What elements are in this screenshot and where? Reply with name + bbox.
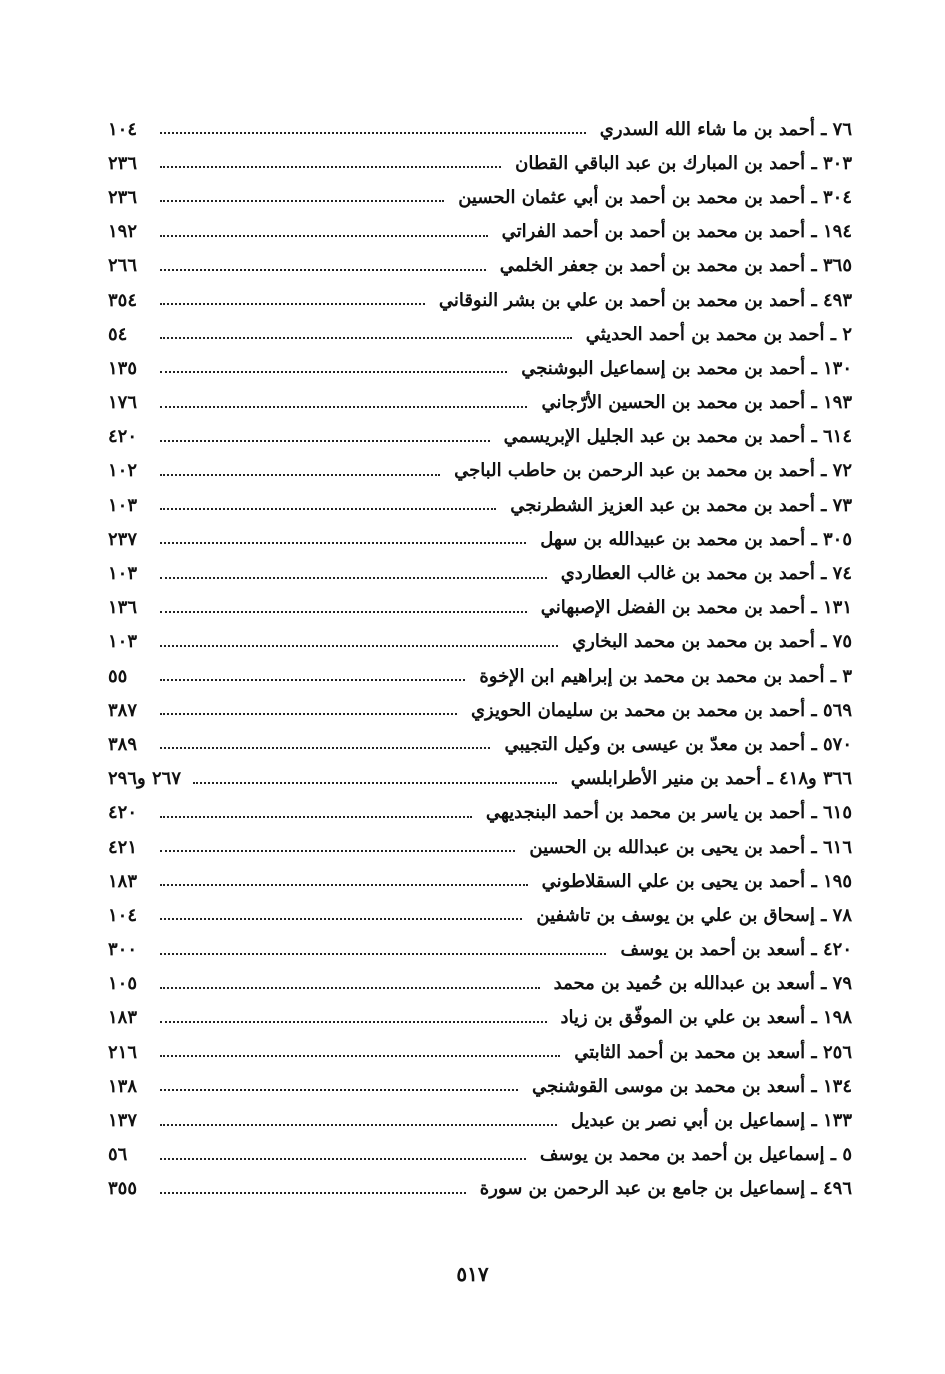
entry-page-ref: ٢٣٦ [108, 186, 138, 208]
entry-page-ref: ٥٤ [108, 323, 128, 345]
entry-name: ٧٦ ـ أحمد بن ما شاء الله السدري [599, 118, 852, 140]
entry-name: ٣٠٣ ـ أحمد بن المبارك بن عبد الباقي القطان [515, 152, 852, 174]
entry-name: ٧٩ ـ أسعد بن عبدالله بن حُميد بن محمد [553, 973, 852, 995]
index-entry [108, 215, 852, 249]
dot-leader [160, 406, 527, 408]
dot-leader [160, 1192, 466, 1194]
index-entry [108, 1138, 852, 1172]
index-entry [108, 1069, 852, 1103]
entry-name: ٧٣ ـ أحمد بن محمد بن عبد العزيز الشطرنجي [510, 494, 852, 516]
entry-name: ٢ ـ أحمد بن محمد بن أحمد الحديثي [585, 323, 852, 345]
entry-page-ref: ٣٥٤ [108, 289, 138, 311]
entry-name: ١٣٣ ـ إسماعيل بن أبي نصر بن عبديل [570, 1110, 852, 1132]
entry-name: ٧٥ ـ أحمد بن محمد بن محمد البخاري [572, 631, 852, 653]
dot-leader [160, 235, 488, 237]
dot-leader [160, 953, 606, 955]
entry-page-ref: ٢٦٧ و٢٩٦ [108, 768, 181, 790]
entry-name: ٣ ـ أحمد بن محمد بن محمد بن إبراهيم ابن الإخوة [479, 665, 852, 687]
index-entry [108, 933, 852, 967]
entry-name: ١٩٤ ـ أحمد بن محمد بن أحمد بن أحمد الفراتي [501, 221, 852, 243]
index-entry [108, 556, 852, 590]
entry-name: ٣٦٥ ـ أحمد بن محمد بن أحمد بن جعفر الخلمي [499, 255, 852, 277]
dot-leader [160, 303, 425, 305]
index-entry [108, 796, 852, 830]
dot-leader [160, 713, 457, 715]
dot-leader [160, 1021, 547, 1023]
index-entry [108, 625, 852, 659]
entry-page-ref: ٢٣٧ [108, 528, 138, 550]
dot-leader [160, 1055, 560, 1057]
dot-leader [160, 371, 507, 373]
entry-page-ref: ١٨٣ [108, 870, 138, 892]
dot-leader [193, 782, 557, 784]
dot-leader [160, 1089, 518, 1091]
index-entry [108, 591, 852, 625]
dot-leader [160, 440, 490, 442]
entry-page-ref: ١٩٢ [108, 221, 138, 243]
entry-name: ٥ ـ إسماعيل بن أحمد بن محمد بن يوسف [539, 1144, 852, 1166]
entry-name: ٧٢ ـ أحمد بن محمد بن عبد الرحمن بن حاطب الباجي [454, 460, 852, 482]
index-entry [108, 283, 852, 317]
index-entry [108, 249, 852, 283]
dot-leader [160, 166, 501, 168]
entry-name: ٦١٦ ـ أحمد بن يحيى بن عبدالله بن الحسين [529, 836, 852, 858]
index-entry [108, 1172, 852, 1206]
dot-leader [160, 200, 444, 202]
dot-leader [160, 747, 490, 749]
entry-name: ٦١٤ ـ أحمد بن محمد بن عبد الجليل الإبريسمي [503, 426, 852, 448]
index-entry [108, 488, 852, 522]
index-entry [108, 727, 852, 761]
entry-name: ٤٩٦ ـ إسماعيل بن جامع بن عبد الرحمن بن سورة [479, 1178, 852, 1200]
entry-page-ref: ٣٨٩ [108, 733, 138, 755]
dot-leader [160, 611, 527, 613]
entry-name: ١٣٤ ـ أسعد بن محمد بن موسى القوشنجي [532, 1075, 852, 1097]
entry-name: ٤٢٠ ـ أسعد بن أحمد بن يوسف [620, 939, 852, 961]
dot-leader [160, 645, 558, 647]
dot-leader [160, 918, 522, 920]
entry-name: ١٣٠ ـ أحمد بن محمد بن إسماعيل البوشنجي [521, 357, 852, 379]
dot-leader [160, 850, 515, 852]
index-entry [108, 693, 852, 727]
dot-leader [160, 1158, 526, 1160]
dot-leader [160, 474, 440, 476]
entry-page-ref: ١٣٧ [108, 1110, 138, 1132]
dot-leader [160, 816, 472, 818]
dot-leader [160, 1124, 557, 1126]
entry-page-ref: ١٠٤ [108, 118, 138, 140]
entry-page-ref: ١٣٥ [108, 357, 138, 379]
index-entry [108, 864, 852, 898]
dot-leader [160, 987, 540, 989]
index-entry [108, 146, 852, 180]
index-entry [108, 762, 852, 796]
entry-name: ٦١٥ ـ أحمد بن ياسر بن محمد بن أحمد البنجديهي [485, 802, 852, 824]
dot-leader [160, 269, 486, 271]
index-entry [108, 1001, 852, 1035]
index-entry [108, 1103, 852, 1137]
entry-page-ref: ٣٠٠ [108, 939, 138, 961]
index-entry [108, 454, 852, 488]
entry-name: ٢٥٦ ـ أسعد بن محمد بن أحمد الثابتي [574, 1041, 852, 1063]
entry-page-ref: ١٨٣ [108, 1007, 138, 1029]
entry-name: ١٣١ ـ أحمد بن محمد بن الفضل الإصبهاني [540, 597, 852, 619]
entry-page-ref: ٣٨٧ [108, 699, 138, 721]
dot-leader [160, 337, 572, 339]
entry-page-ref: ٤٢١ [108, 836, 138, 858]
entry-page-ref: ٣٥٥ [108, 1178, 138, 1200]
entry-name: ٧٨ ـ إسحاق بن علي بن يوسف بن تاشفين [536, 904, 852, 926]
index-entry [108, 386, 852, 420]
entry-name: ٥٧٠ ـ أحمد بن معدّ بن عيسى بن وكيل التجيبي [504, 733, 852, 755]
dot-leader [160, 132, 586, 134]
entry-page-ref: ١٠٥ [108, 973, 138, 995]
entry-page-ref: ١٧٦ [108, 392, 138, 414]
entry-page-ref: ١٣٦ [108, 597, 138, 619]
index-entry [108, 351, 852, 385]
entry-page-ref: ٢٣٦ [108, 152, 138, 174]
entry-page-ref: ٢١٦ [108, 1041, 138, 1063]
index-entry [108, 830, 852, 864]
entry-page-ref: ٥٦ [108, 1144, 128, 1166]
index-entry [108, 967, 852, 1001]
dot-leader [160, 508, 496, 510]
entry-page-ref: ١٠٣ [108, 563, 138, 585]
entry-page-ref: ١٠٣ [108, 494, 138, 516]
index-entry [108, 180, 852, 214]
entry-name: ١٩٥ ـ أحمد بن يحيى بن علي السقلاطوني [541, 870, 852, 892]
entry-name: ٣٠٤ ـ أحمد بن محمد بن أحمد بن أبي عثمان الحسين [458, 186, 852, 208]
entry-page-ref: ١٠٢ [108, 460, 138, 482]
entry-name: ٣٠٥ ـ أحمد بن محمد بن عبيدالله بن سهل [540, 528, 852, 550]
index-list [108, 112, 852, 1206]
index-entry [108, 659, 852, 693]
index-entry [108, 898, 852, 932]
dot-leader [160, 884, 528, 886]
entry-page-ref: ٥٥ [108, 665, 128, 687]
dot-leader [160, 542, 526, 544]
dot-leader [160, 577, 547, 579]
entry-page-ref: ١٣٨ [108, 1075, 138, 1097]
entry-name: ٣٦٦ و٤١٨ ـ أحمد بن منير الأطرابلسي [570, 768, 852, 790]
entry-name: ١٩٣ ـ أحمد بن محمد بن الحسين الأرّجاني [541, 392, 852, 414]
entry-page-ref: ٤٢٠ [108, 802, 138, 824]
index-entry [108, 420, 852, 454]
entry-name: ١٩٨ ـ أسعد بن علي بن الموفّق بن زياد [560, 1007, 852, 1029]
entry-name: ٧٤ ـ أحمد بن محمد بن غالب العطاردي [560, 563, 852, 585]
index-entry [108, 1035, 852, 1069]
entry-name: ٥٦٩ ـ أحمد بن محمد بن محمد بن سليمان الحويزي [470, 699, 852, 721]
entry-name: ٤٩٣ ـ أحمد بن محمد بن أحمد بن علي بن بشر النوقاني [438, 289, 852, 311]
entry-page-ref: ٤٢٠ [108, 426, 138, 448]
entry-page-ref: ١٠٣ [108, 631, 138, 653]
index-entry [108, 112, 852, 146]
index-entry [108, 522, 852, 556]
entry-page-ref: ١٠٤ [108, 904, 138, 926]
entry-page-ref: ٢٦٦ [108, 255, 138, 277]
page-number: ٥١٧ [456, 1262, 489, 1286]
dot-leader [160, 679, 465, 681]
index-entry [108, 317, 852, 351]
